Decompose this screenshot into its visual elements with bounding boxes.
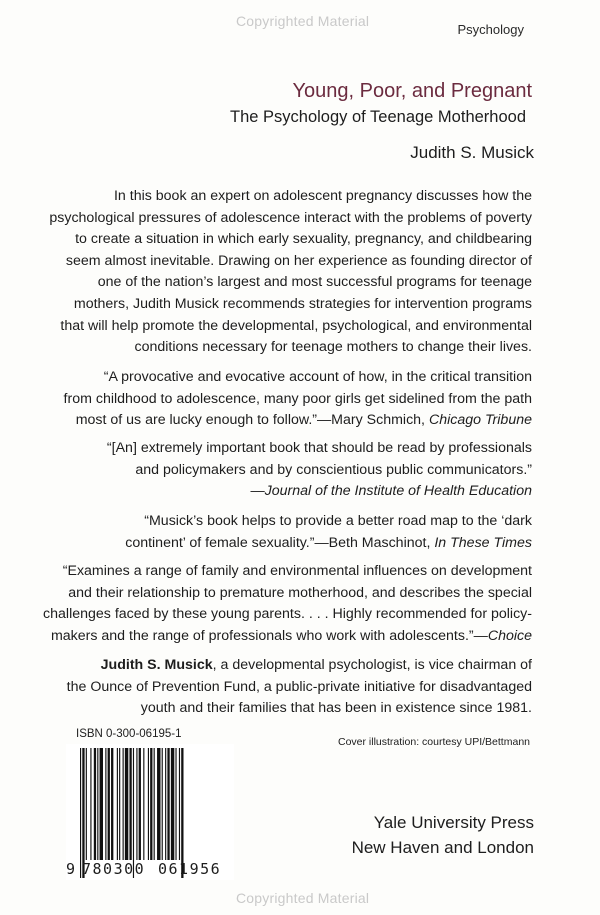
publisher-block xyxy=(352,810,534,860)
description-line: conditions necessary for teenage mothers to change their lives. xyxy=(134,339,532,356)
barcode-bar xyxy=(179,748,180,860)
quote-line: “A provocative and evocative account of how, in the critical transition xyxy=(103,369,532,385)
barcode-bar xyxy=(157,748,160,860)
barcode-bar xyxy=(129,748,131,860)
barcode-bar xyxy=(111,748,113,860)
quote-line xyxy=(43,626,532,648)
isbn-number: ISBN 0-300-06195-1 xyxy=(76,728,182,740)
description-line: psychological pressures of adolescence interact with the problems of poverty xyxy=(49,209,532,226)
barcode-bar xyxy=(97,748,98,860)
barcode-bar xyxy=(82,748,84,878)
barcode-first-digit: 9 xyxy=(66,860,76,878)
barcode-bar xyxy=(136,748,137,860)
quote-source: Chicago Tribune xyxy=(428,412,532,429)
barcode-bar xyxy=(148,748,149,860)
category-label: Psychology xyxy=(457,22,524,37)
quote-source: Choice xyxy=(487,627,532,644)
barcode-group-1: 780300 xyxy=(82,860,146,878)
quote-line: “Musick’s book helps to provide a better road map to the ‘dark xyxy=(144,513,532,529)
barcode-bar xyxy=(125,748,128,860)
author-bio xyxy=(67,655,532,720)
barcode-digits xyxy=(66,860,234,884)
barcode-bar xyxy=(175,748,176,860)
quote-text: continent’ of female sexuality.”—Beth Maschinot, xyxy=(125,534,435,551)
bio-line: the Ounce of Prevention Fund, a public-private initiative for disadvantaged xyxy=(66,678,532,695)
quote-line: from childhood to adolescence, many poor girls get sidelined from the path xyxy=(63,390,532,407)
barcode-bar xyxy=(167,748,169,860)
publisher-location: New Haven and London xyxy=(351,838,534,857)
bio-author-name: Judith S. Musick xyxy=(100,657,213,673)
description-line: one of the nation’s largest and most successful programs for teenage xyxy=(97,274,532,291)
quote-line xyxy=(64,410,532,432)
barcode-bar xyxy=(123,748,124,860)
quote-line xyxy=(125,533,532,555)
quote-line: “Examines a range of family and environmental influences on development xyxy=(62,563,532,579)
review-quote-2 xyxy=(107,438,532,503)
barcode-bar xyxy=(94,748,96,860)
bio-text: , a developmental psychologist, is vice chairman of xyxy=(212,657,532,673)
description-line: seem almost inevitable. Drawing on her experience as founding director of xyxy=(65,252,532,269)
book-title: Young, Poor, and Pregnant xyxy=(292,80,532,102)
watermark-bottom: Copyrighted Material xyxy=(236,890,370,906)
barcode-bar xyxy=(90,748,91,860)
barcode-bar xyxy=(100,748,103,860)
review-quote-4 xyxy=(43,561,532,647)
barcode-bar xyxy=(105,748,106,860)
barcode-bar xyxy=(117,748,118,860)
quote-source: Journal of the Institute of Health Education xyxy=(264,483,532,500)
barcode-bar xyxy=(181,748,183,878)
publisher-name: Yale University Press xyxy=(373,813,534,832)
quote-text: most of us are lucky enough to follow.”—Mary Schmich, xyxy=(75,412,429,429)
barcode-bar xyxy=(143,748,144,860)
barcode-bar xyxy=(165,748,166,860)
review-quote-1 xyxy=(64,367,532,432)
barcode-bar xyxy=(80,748,81,878)
review-quote-3 xyxy=(125,511,532,554)
quote-line xyxy=(107,481,532,503)
barcode-bar xyxy=(171,748,174,860)
book-description xyxy=(49,186,532,359)
description-line: In this book an expert on adolescent pregnancy discusses how the xyxy=(113,188,532,204)
barcode-group-2: 061956 xyxy=(158,860,222,878)
book-author: Judith S. Musick xyxy=(410,143,534,162)
quote-line: challenges faced by these young parents. . . . Highly recommended for policy- xyxy=(43,606,532,623)
barcode-bar xyxy=(162,748,163,860)
watermark-top: Copyrighted Material xyxy=(236,13,370,29)
description-line: to create a situation in which early sexuality, pregnancy, and childbearing xyxy=(75,231,532,248)
barcode-bar xyxy=(139,748,141,860)
barcode-bar xyxy=(154,748,155,860)
quote-text: makers and the range of professionals who work with adolescents.”— xyxy=(50,627,488,644)
barcode-bar xyxy=(86,748,87,860)
cover-credit: Cover illustration: courtesy UPI/Bettmann xyxy=(338,736,530,748)
barcode-bar xyxy=(108,748,110,860)
barcode-bar xyxy=(119,748,120,860)
bio-line: youth and their families that has been in existence since 1981. xyxy=(140,700,532,717)
barcode-bar xyxy=(150,748,152,860)
book-subtitle: The Psychology of Teenage Motherhood xyxy=(230,108,526,126)
bio-line xyxy=(67,655,532,677)
quote-dash: — xyxy=(250,483,265,500)
description-line: that will help promote the developmental, psychological, and environmental xyxy=(60,317,532,334)
quote-source: In These Times xyxy=(434,534,532,551)
barcode-bar xyxy=(133,748,134,878)
quote-line: and policymakers and by conscientious public communicators.” xyxy=(135,461,532,478)
description-line: mothers, Judith Musick recommends strategies for intervention programs xyxy=(73,295,532,312)
quote-line: and their relationship to premature motherhood, and describes the special xyxy=(68,584,532,601)
quote-line: “[An] extremely important book that should be read by professionals xyxy=(106,440,532,456)
